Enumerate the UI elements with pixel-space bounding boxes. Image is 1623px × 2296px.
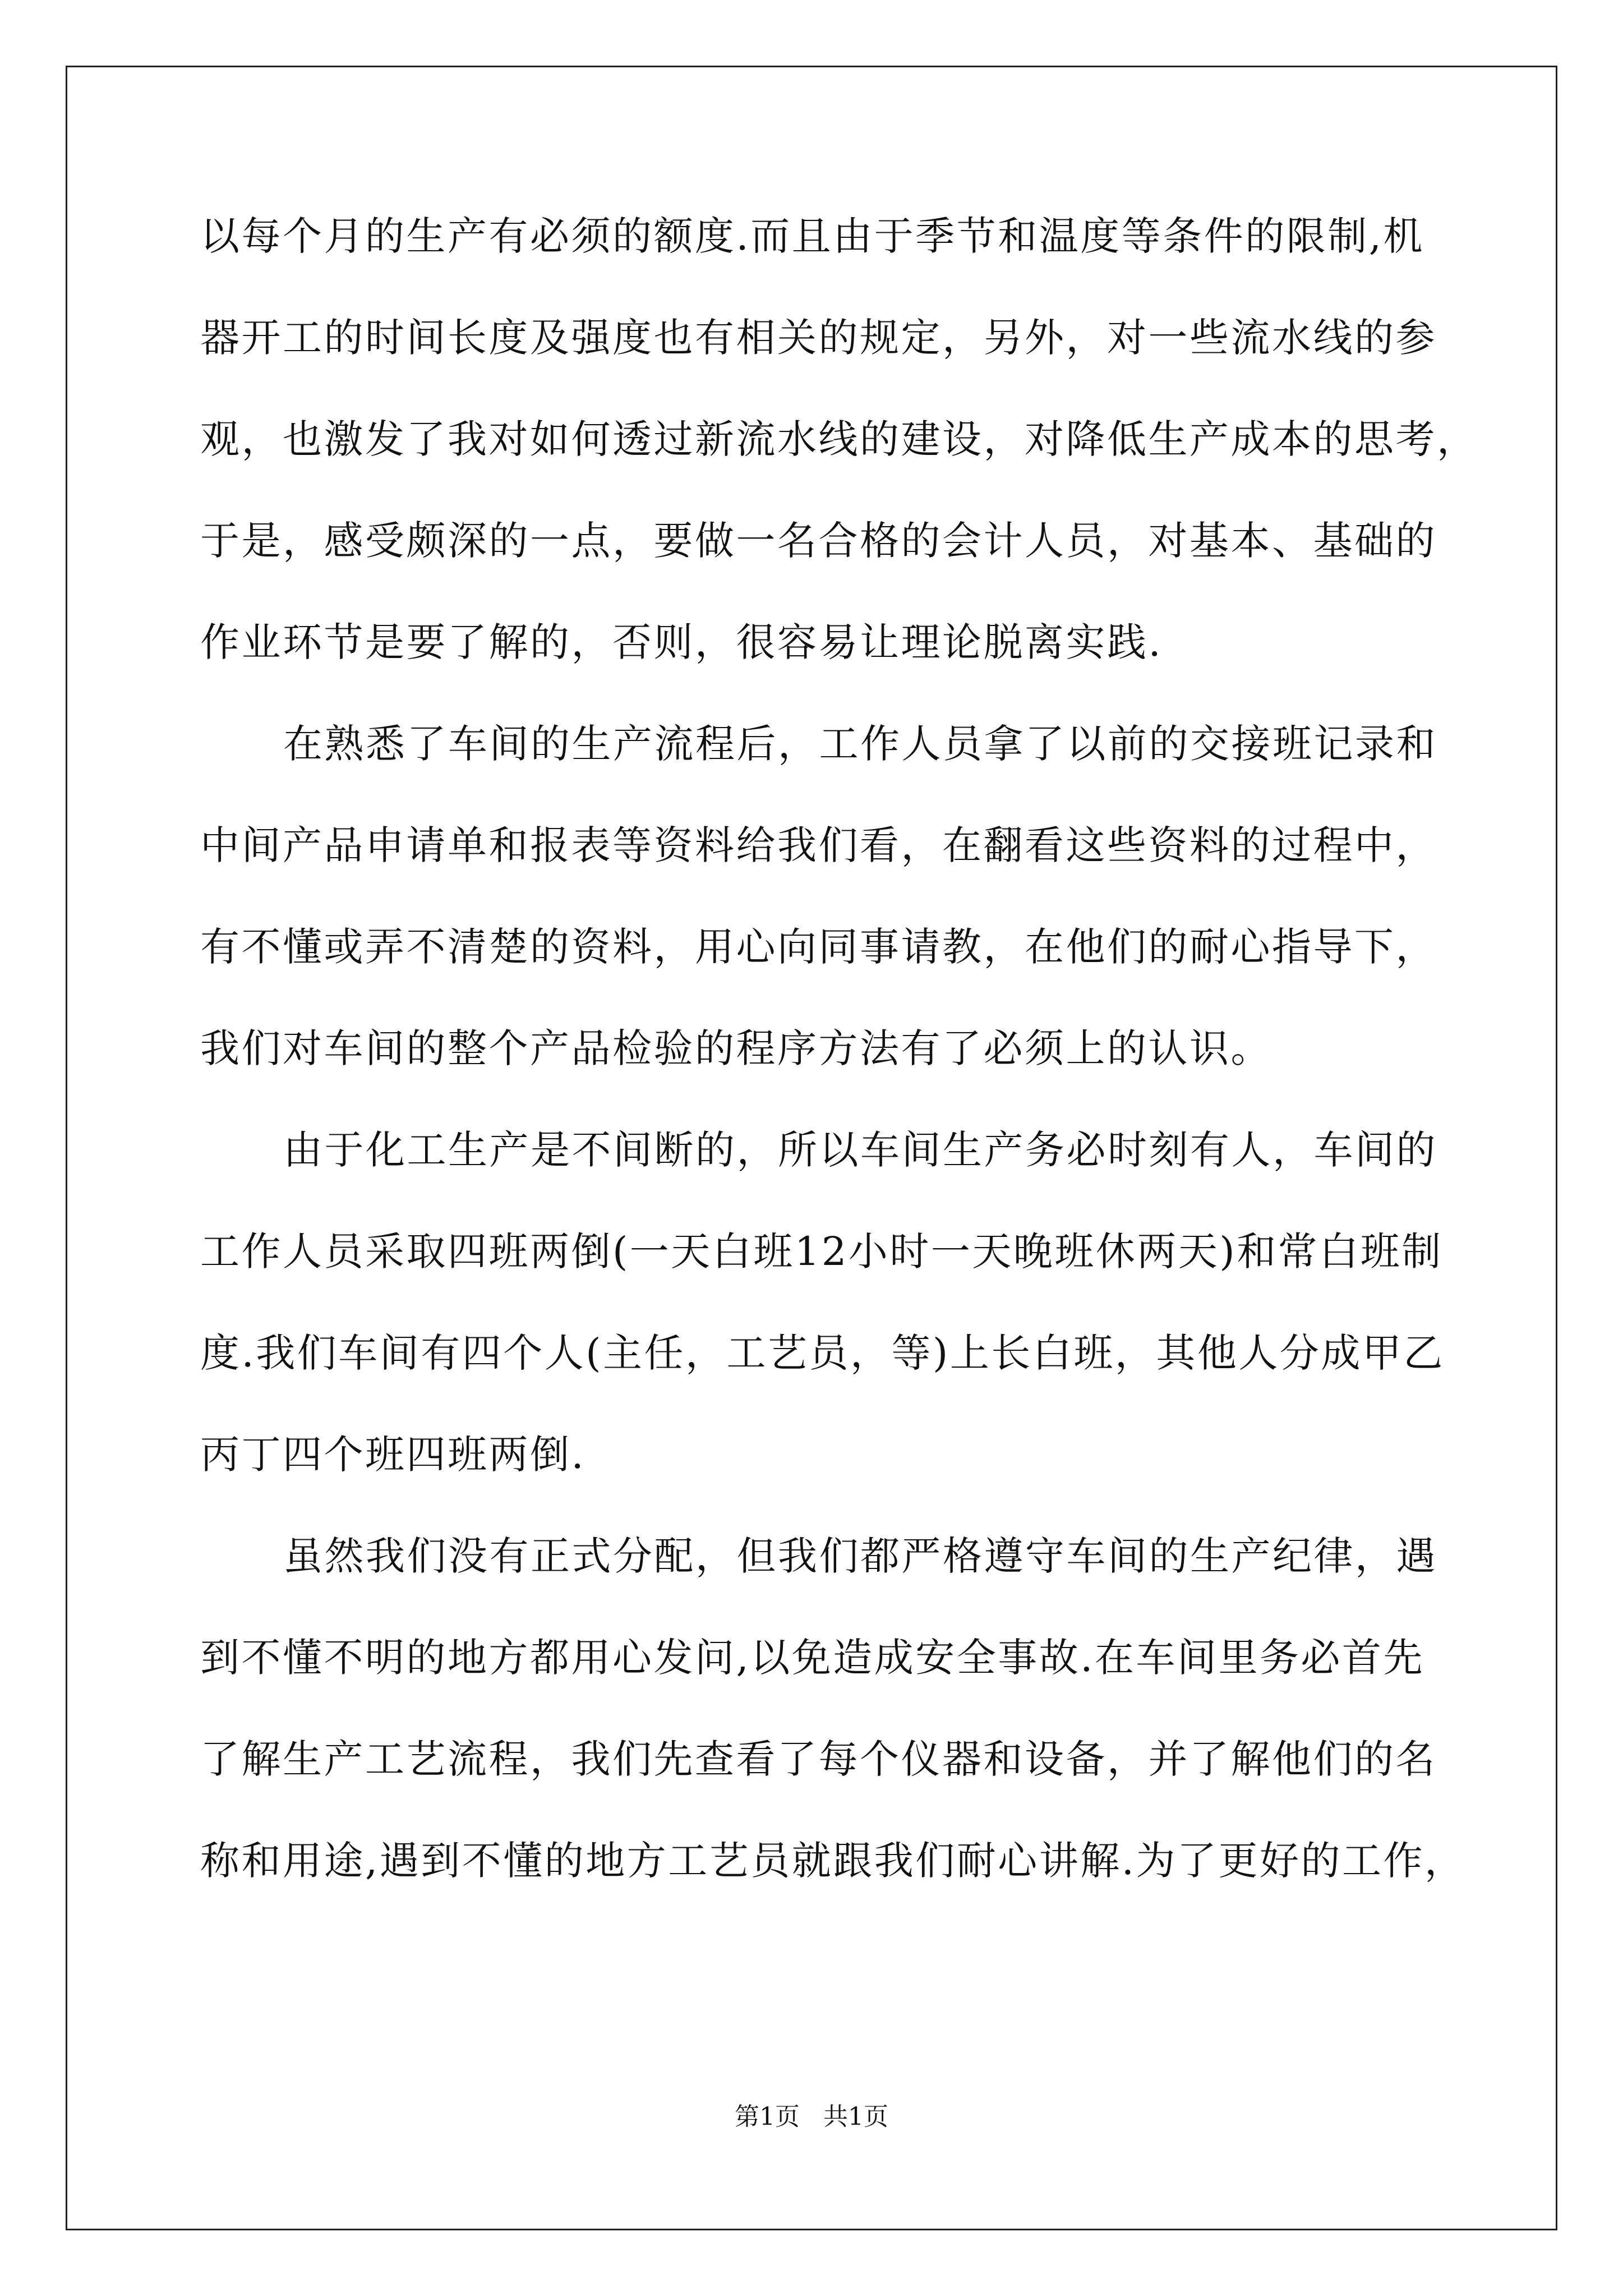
paragraph-first-line: 由于化工生产是不间断的，所以车间生产务必时刻有人，车间的	[283, 1127, 1437, 1173]
text-line: 中间产品申请单和报表等资料给我们看，在翻看这些资料的过程中，	[200, 822, 1437, 868]
text-line: 度.我们车间有四个人(主任，工艺员，等)上长白班，其他人分成甲乙	[200, 1330, 1445, 1376]
text-line: 以每个月的生产有必须的额度.而且由于季节和温度等条件的限制,机	[200, 213, 1425, 259]
text-line: 于是，感受颇深的一点，要做一名合格的会计人员，对基本、基础的	[200, 518, 1437, 564]
text-line: 观，也激发了我对如何透过新流水线的建设，对降低生产成本的思考，	[200, 416, 1478, 462]
text-line: 作业环节是要了解的，否则，很容易让理论脱离实践.	[200, 619, 1163, 665]
page-number: 第1页 共1页	[735, 2102, 888, 2131]
paragraph-first-line: 在熟悉了车间的生产流程后，工作人员拿了以前的交接班记录和	[283, 721, 1437, 767]
text-line: 丙丁四个班四班两倒.	[200, 1432, 586, 1478]
text-line: 有不懂或弄不清楚的资料，用心向同事请教，在他们的耐心指导下，	[200, 924, 1437, 970]
text-line: 到不懂不明的地方都用心发问,以免造成安全事故.在车间里务必首先	[200, 1635, 1425, 1681]
text-line: 我们对车间的整个产品检验的程序方法有了必须上的认识。	[200, 1025, 1272, 1071]
text-line: 了解生产工艺流程，我们先查看了每个仪器和设备，并了解他们的名	[200, 1736, 1437, 1782]
text-line: 称和用途,遇到不懂的地方工艺员就跟我们耐心讲解.为了更好的工作，	[200, 1838, 1466, 1884]
text-line: 工作人员采取四班两倒(一天白班12小时一天晚班休两天)和常白班制	[200, 1228, 1443, 1274]
paragraph-first-line: 虽然我们没有正式分配，但我们都严格遵守车间的生产纪律，遇	[283, 1533, 1437, 1579]
text-line: 器开工的时间长度及强度也有相关的规定，另外，对一些流水线的参	[200, 315, 1437, 361]
